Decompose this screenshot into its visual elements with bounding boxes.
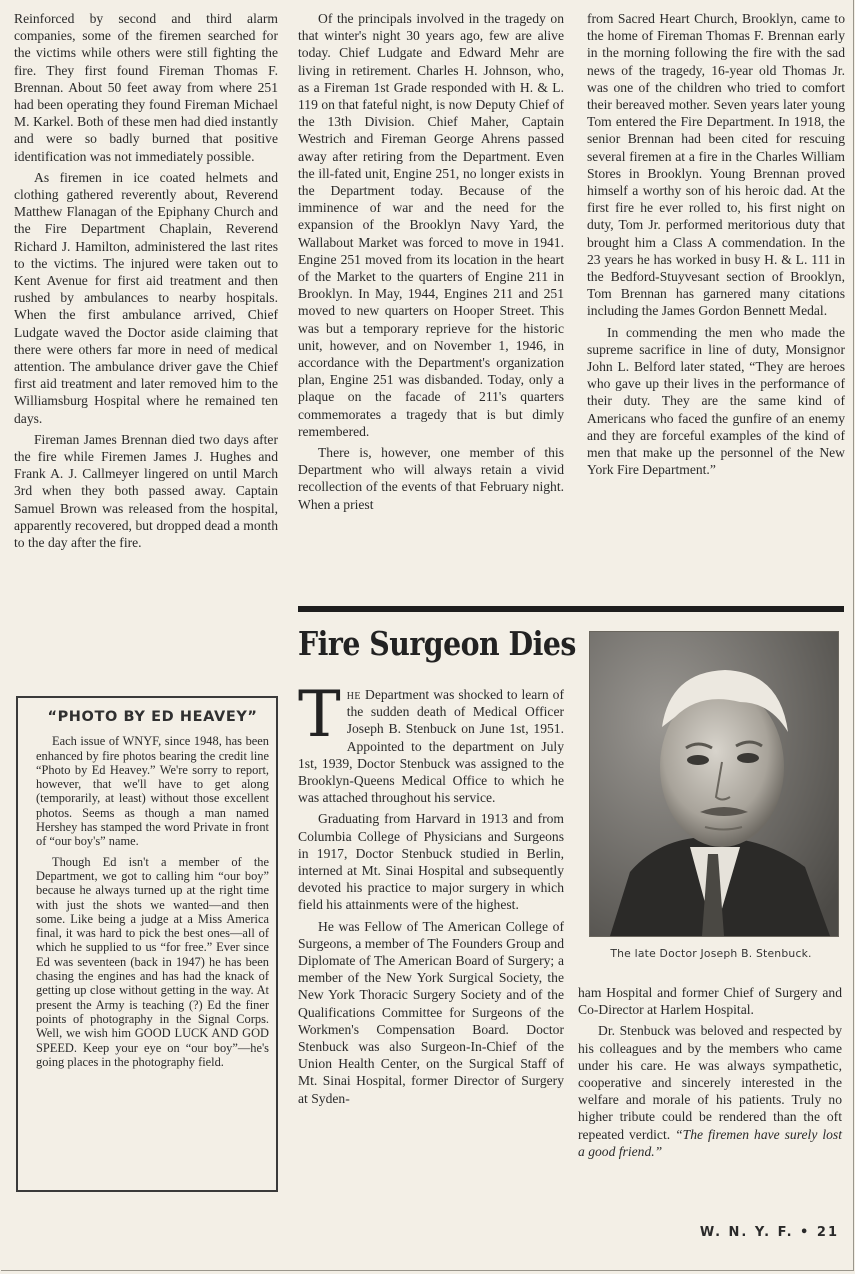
paragraph: Reinforced by second and third alarm companies, some of the firemen searched for the victims while others were still fighting the fire. They first found Fireman Thomas F. Brennan. About 50 feet away from where 251 had been operating they found Fireman Michael M. Karkel. Both of these men had died instantly and were so badly burned that positive identification was not immediately possible. <box>14 11 278 164</box>
photo-credit-boxout <box>16 696 278 1192</box>
lead-word: he <box>346 687 362 702</box>
paragraph: Of the principals involved in the tragedy on that winter's night 30 years ago, few are alive today. Chief Ludgate and Edward Mehr are living in retirement. Charles H. Johnson, who, as a Fireman 1st Grade responded with H. & L. 119 on that fateful night, is now Deputy Chief of the 13th Division. Chief Maher, Captain Westrich and Fireman George Ahrens passed away after retiring from the Department. Even the ill-fated unit, Engine 251, no longer exists in the Department today. Because of the imminence of war and the need for the expansion of the Brooklyn Navy Yard, the Wallabout Market was forced to move in 1941. Engine 251 moved from its location in the heart of the Market to the quarters of Engine 211 in Brooklyn. In May, 1944, Engines 211 and 251 moved to new quarters on Hooper Street. This was but a temporary reprieve for the historic unit, however, and on November 1, 1946, in accordance with the Department's organization plan, Engine 251 was disbanded. Today, only a plaque on the facade of 211's quarters commemorates a tragedy that is but dimly remembered. <box>298 11 564 439</box>
paragraph: Fireman James Brennan died two days after the fire while Firemen James J. Hughes and Frank A. J. Callmeyer lingered on until March 3rd when they both passed away. Captain Samuel Brown was released from the hospital, apparently recovered, but dropped dead a month to the day after the fire. <box>14 431 278 551</box>
boxout-paragraph: Each issue of WNYF, since 1948, has been enhanced by fire photos bearing the credit line “Photo by Ed Heavey.” We're sorry to report, however, that we'll have to get along (temporarily, at least) without those excellent photos. Seems as though a man named Hershey has stamped the word Private in front of “our boy's” name. <box>36 734 269 849</box>
paragraph: ham Hospital and former Chief of Surgery and Co-Director at Harlem Hospital. <box>578 985 842 1018</box>
paragraph <box>578 1022 842 1160</box>
drop-cap: T <box>298 678 341 752</box>
paragraph: There is, however, one member of this Department who will always retain a vivid recollection of the events of that February night. When a priest <box>298 445 564 512</box>
article-headline: Fire Surgeon Dies <box>298 624 576 663</box>
section-divider <box>298 606 844 612</box>
paragraph: As firemen in ice coated helmets and clothing gathered reverently about, Reverend Matthew Flanagan of the Epiphany Church and the Fire Department Chaplain, Reverend Richard J. Hamilton, administered the last rites to the victims. The injured were taken out to Kent Avenue for first aid treatment and then rushed by ambulances to nearby hospitals. When the first ambulance arrived, Chief Ludgate waved the Doctor aside claiming that there were others far more in need of medical attention. The ambulance driver gave the Chief first aid treatment and later removed him to the Williamsburg Hospital where he remained ten days. <box>14 169 278 426</box>
column-3 <box>587 10 845 478</box>
portrait-photo <box>589 631 839 937</box>
boxout-paragraph: Though Ed isn't a member of the Department, we got to calling him “our boy” because he always turned up at the right time with just the shots we wanted—and then some. Like being a judge at a Miss America final, it was hard to pick the best ones—all of which he supplied to us “for free.” Ever since Ed was seventeen (back in 1947) he has been chasing the engines and has had the knack of getting up close without getting in the way. At present the Army is teaching (?) Ed the finer points of photography in the Signal Corps. Well, we wish him GOOD LUCK AND GOD SPEED. Keep your eye on “our boy”—he's going places in the photography field. <box>36 854 269 1069</box>
closing-quote: “The firemen have surely lost a good friend.” <box>578 1126 842 1159</box>
column-1 <box>14 10 278 551</box>
portrait-image <box>590 632 838 936</box>
paragraph-text: Dr. Stenbuck was beloved and respected by his colleagues and by the members who came under his care. He was always sympathetic, cooperative and sincerely interested in the welfare and morale of his patients. Truly no higher tribute could be rendered than the oft repeated verdict. <box>578 1023 842 1142</box>
lead-text: Department was shocked to learn of the sudden death of Medical Officer Joseph B. Stenbuck on June 1st, 1951. Appointed to the department on July 1st, 1939, Doctor Stenbuck was assigned to the Brooklyn-Queens Medical Office to which he was attached throughout his service. <box>298 687 564 806</box>
boxout-title: “PHOTO BY ED HEAVEY” <box>47 709 258 725</box>
paragraph: from Sacred Heart Church, Brooklyn, came to the home of Fireman Thomas F. Brennan early in the morning following the fire with the sad news of the tragedy, 16-year old Thomas Jr. was one of the children who tried to comfort their bereaved mother. Seven years later young Tom entered the Fire Department. In 1918, the senior Brennan had been cited for rescuing several firemen at a fire in the Charles William Stores in Brooklyn. Young Brennan proved himself a worthy son of his heroic dad. At the first fire he ever rolled to, his first night on duty, Tom Jr. performed meritorious duty that brought him a Class A commendation. In the 23 years he has worked in busy H. & L. 111 in the Bedford-Stuyvesant section of Brooklyn, Tom Brennan has garnered many citations including the James Gordon Bennett Medal. <box>587 11 845 319</box>
paragraph: He was Fellow of The American College of Surgeons, a member of The Founders Group and Diplomate of The American Board of Surgery; a member of the New York Surgical Society, the New York Thoracic Surgery Society and of the Qualifications Committee for Surgeons of the Workmen's Compensation Board. Doctor Stenbuck was also Surgeon-In-Chief of the Union Health Center, on the Surgical Staff of Mt. Sinai Hospital, former Director of Surgery at Syden- <box>298 918 564 1106</box>
paragraph: Graduating from Harvard in 1913 and from Columbia College of Physicians and Surgeons in 1917, Doctor Stenbuck studied in Berlin, interned at Mt. Sinai Hospital and subsequently devoted his practice to major surgery in which field his attainments were of the highest. <box>298 811 564 913</box>
obituary-column-2 <box>578 984 842 1160</box>
paragraph: In commending the men who made the supreme sacrifice in line of duty, Monsignor John L. Belford later stated, “They are heroes who gave up their lives in the performance of their duty. They are the same kind of Americans who faced the gunfire of an enemy and they are forceful examples of the kind of men that make up the personnel of the New York Fire Department.” <box>587 324 845 478</box>
boxout-content <box>36 710 269 1069</box>
column-2 <box>298 10 564 513</box>
obituary-column-1 <box>298 678 564 1107</box>
lead-paragraph <box>298 678 564 806</box>
photo-caption: The late Doctor Joseph B. Stenbuck. <box>610 947 812 960</box>
page-folio: W. N. Y. F. • 21 <box>699 1225 839 1240</box>
